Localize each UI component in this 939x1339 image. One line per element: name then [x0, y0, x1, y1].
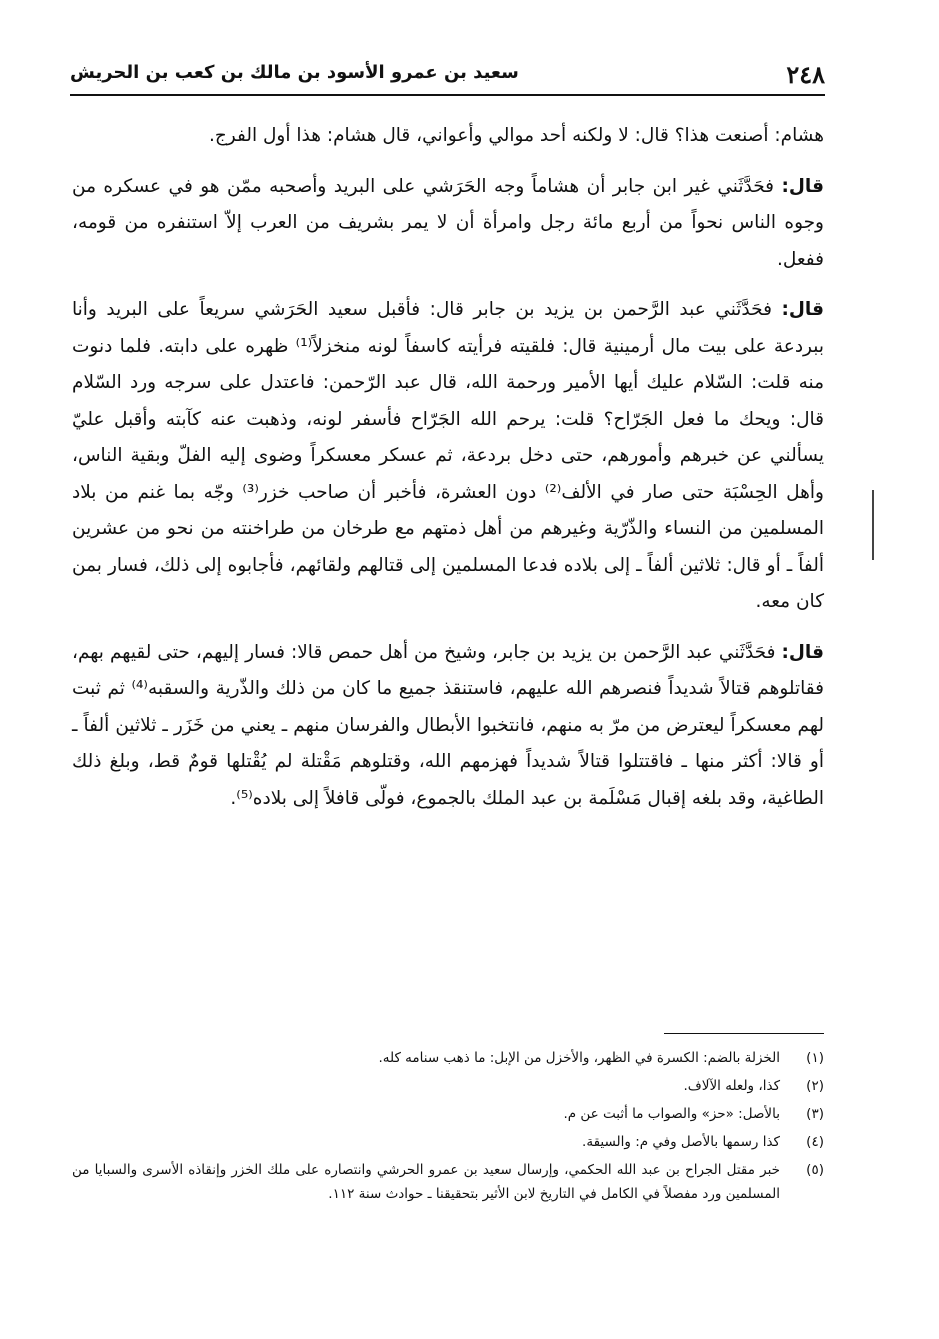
footnote-number: (٥): [806, 1162, 824, 1178]
page-number: ٢٤٨: [786, 60, 825, 89]
footnote-text: كذا، ولعله الآلاف.: [683, 1078, 780, 1094]
paragraph-text: فحَدَّثَني عبد الرَّحمن بن يزيد بن جابر، وشيخ من أهل حمص قالا: فسار إليهم، حتى لقيهم بهم، فقاتلوهم قتالاً شديداً فنصرهم الله عليهم، فاستنقذ جميع ما كان من ذلك والذّرية والسقبه⁽⁴⁾ ثم ثبت لهم معسكراً ليعترض من مرّ به منهم، فانتخبوا الأبطال والفرسان منهم ـ يعني من خَزَر ـ ثلاثين ألفاً ـ أو قالا: أكثر منها ـ فاقتتلوا قتالاً شديداً فهزمهم الله، وقتلوهم مَقْتلة لم يُقْتلها قومٌ قط، وبلغ ذلك الطاغية، وقد بلغه إقبال مَسْلَمة بن عبد الملك بالجموع، فولّى قافلاً إلى بلاده⁽⁵⁾.: [72, 641, 825, 809]
footnote: [72, 1158, 824, 1206]
margin-mark: [872, 490, 874, 560]
footnotes: [72, 1046, 824, 1210]
paragraph-1: هشام: أصنعت هذا؟ قال: لا ولكنه أحد موالي وأعواني، قال هشام: هذا أول الفرج.: [208, 125, 824, 146]
footnote-number: (٢): [806, 1078, 824, 1094]
paragraph-text: فحَدَّثَني غير ابن جابر أن هشاماً وجه الحَرَشي على البريد وأصحبه ممّن هو في عسكره من وجوه الناس نحواً من أربع مائة رجل وامرأة أن لا يمر بشريف من العرب إلاّ استنفره من قومه، ففعل.: [72, 175, 824, 270]
paragraph-4: [72, 635, 824, 818]
footnote-number: (١): [806, 1050, 824, 1066]
footnote-number: (٤): [806, 1134, 824, 1150]
footnote-text: كذا رسمها بالأصل وفي م: والسيقة.: [582, 1134, 780, 1150]
footnote: [72, 1130, 824, 1154]
footnote-text: الخزلة بالضم: الكسرة في الظهر، والأخزل من الإبل: ما ذهب سنامه كله.: [378, 1050, 780, 1066]
paragraph-3: [72, 292, 824, 621]
paragraph-text: فحَدَّثَني عبد الرَّحمن بن يزيد بن جابر قال: فأقبل سعيد الحَرَشي سريعاً على البريد وأنا ببردعة على بيت مال أرمينية قال: فلقيته فرأيته كاسفاً لونه منخزلاً⁽¹⁾ ظهره على دابته. فلما دنوت منه قلت: السّلام عليك أيها الأمير ورحمة الله، قال عبد الرّحمن: فاعتدل على سرجه ورد السّلام قال: ويحك ما فعل الجَرّاح؟ قلت: يرحم الله الجَرّاح فأسفر لونه، وذهبت عنه كآبته وأقبل عليّ يسألني عن خبرهم وأمورهم، حتى دخل بردعة، ثم عسكر معسكراً وضوى إليه الفلّ وبقية الناس، وأهل الحِسْبَة حتى صار في الألف⁽²⁾ دون العشرة، فأخبر أن صاحب خزر⁽³⁾ وجّه بما غنم من بلاد المسلمين من النساء والذّرّية وغيرهم من أهل ذمتهم مع طرخان من طراخنته من نحو من عشرين ألفاً ـ أو قال: ثلاثين ألفاً ـ إلى بلاده فدعا المسلمين إلى قتالهم ولقائهم، فأجابوه إلى ذلك، فسار بمن كان معه.: [72, 299, 824, 612]
paragraph-lead: قال:: [781, 641, 824, 663]
running-title: سعيد بن عمرو الأسود بن مالك بن كعب بن الحريش: [70, 62, 519, 83]
footnote-separator: [664, 1033, 824, 1034]
footnote-text: خبر مقتل الجراح بن عبد الله الحكمي، وإرسال سعيد بن عمرو الحرشي وانتصاره على ملك الخزر وإنقاذه الأسرى والسبايا من المسلمين ورد مفصلاً في الكامل في التاريخ لابن الأثير بتحقيقنا ـ حوادث سنة ١١٢.: [72, 1162, 780, 1202]
page-header: [70, 52, 825, 96]
footnote: [72, 1074, 824, 1098]
paragraph-lead: قال:: [781, 299, 824, 320]
paragraph-lead: قال:: [781, 175, 824, 197]
paragraph-2: [72, 169, 824, 279]
footnote-number: (٣): [806, 1106, 824, 1122]
footnote: [72, 1102, 824, 1126]
footnote-text: بالأصل: «حز» والصواب ما أثبت عن م.: [563, 1106, 780, 1122]
main-text: [72, 118, 824, 817]
footnote: [72, 1046, 824, 1070]
